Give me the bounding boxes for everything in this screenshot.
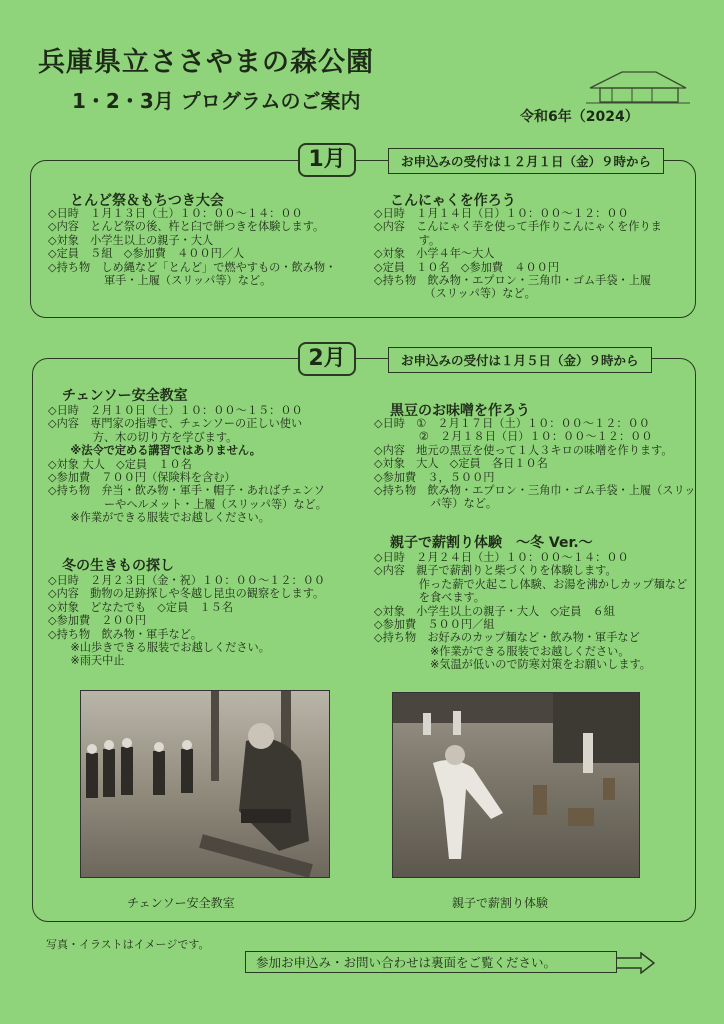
program-title-miso: 黒豆のお味噌を作ろう <box>390 403 530 419</box>
right-arrow-icon <box>617 952 655 974</box>
program-title-chainsaw: チェンソー安全教室 <box>62 388 188 404</box>
february-badge: 2月 <box>298 342 356 376</box>
program-title-tondo: とんど祭＆もちつき大会 <box>70 193 224 209</box>
farmhouse-illustration <box>582 66 692 106</box>
year-label: 令和6年（2024） <box>520 109 639 125</box>
contact-info-link[interactable]: 参加お申込み・お問い合わせは裏面をご覧ください。 <box>245 951 617 973</box>
program-title-wood-splitting: 親子で薪割り体験 ～冬 Ver.～ <box>390 535 593 551</box>
program-details-winter-creatures: ◇日時 ２月２３日（金・祝）１０：００～１２：００ ◇内容 動物の足跡探しや冬越し昆虫の観察をします。 ◇対象 どなたでも ◇定員 １５名 ◇参加費 ２００円 ◇持ち物 飲み物・軍手など。 ※山歩きできる服装でお越しください。 ※雨天中止 <box>48 574 326 668</box>
program-details-tondo: ◇日時 １月１３日（土）１０：００～１４：００ ◇内容 とんど祭の後、杵と臼で餅つきを体験します。 ◇対象 小学生以上の親子・大人 ◇定員 ５組 ◇参加費 ４００円／人 ◇持ち物 しめ縄など「とんど」で燃やすもの・飲み物・ 軍手・上履（スリッパ等）など。 <box>48 207 337 288</box>
chainsaw-class-photo <box>80 690 330 878</box>
image-disclaimer: 写真・イラストはイメージです。 <box>46 938 210 951</box>
chainsaw-photo-caption: チェンソー安全教室 <box>127 896 235 910</box>
program-details-chainsaw: ◇日時 ２月１０日（土）１０：００～１５：００ ◇内容 専門家の指導で、チェンソーの正しい使い 方、木の切り方を学びます。 ※法令で定める講習ではありません。 ◇対象 大人 ◇定員 １０名 ◇参加費 ７００円（保険料を含む） ◇持ち物 弁当・飲み物・軍手・帽子・あればチェンソ ーやヘルメット・上履（スリッパ等）など。 ※作業ができる服装でお越しください。 <box>48 404 327 525</box>
page-title: 兵庫県立ささやまの森公園 <box>38 47 374 78</box>
page-subtitle: 1・2・3月 プログラムのご案内 <box>72 89 361 113</box>
program-title-konnyaku: こんにゃくを作ろう <box>390 193 516 209</box>
wood-splitting-photo-caption: 親子で薪割り体験 <box>452 896 549 910</box>
january-badge: 1月 <box>298 143 356 177</box>
program-details-konnyaku: ◇日時 １月１４日（日）１０：００～１２：００ ◇内容 こんにゃく芋を使って手作りこんにゃくを作りま す。 ◇対象 小学４年～大人 ◇定員 １０名 ◇参加費 ４００円 ◇持ち物 飲み物・エプロン・三角巾・ゴム手袋・上履 （スリッパ等）など。 <box>374 207 662 301</box>
wood-splitting-photo <box>392 692 640 878</box>
february-deadline: お申込みの受付は１月５日（金）９時から <box>388 347 652 373</box>
program-title-winter-creatures: 冬の生きもの探し <box>62 558 174 574</box>
program-details-miso: ◇日時 ① ２月１７日（土）１０：００～１２：００ ② ２月１８日（日）１０：００～１２：００ ◇内容 地元の黒豆を使って１人３キロの味噌を作ります。 ◇対象 大人 ◇定員 各日１０名 ◇参加費 ３，５００円 ◇持ち物 飲み物・エプロン・三角巾・ゴム手袋・上履（スリッ パ等）など。 <box>374 417 696 511</box>
program-details-wood-splitting: ◇日時 ２月２４日（土）１０：００～１４：００ ◇内容 親子で薪割りと柴づくりを体験します。 作った薪で火起こし体験、お湯を沸かしカップ麺など を食べます。 ◇対象 小学生以上の親子・大人 ◇定員 ６組 ◇参加費 ５００円／組 ◇持ち物 お好みのカップ麺など・飲み物・軍手など ※作業ができる服装でお越しください。 ※気温が低いので防寒対策をお願いします。 <box>374 551 688 672</box>
january-deadline: お申込みの受付は１２月１日（金）９時から <box>388 148 664 174</box>
